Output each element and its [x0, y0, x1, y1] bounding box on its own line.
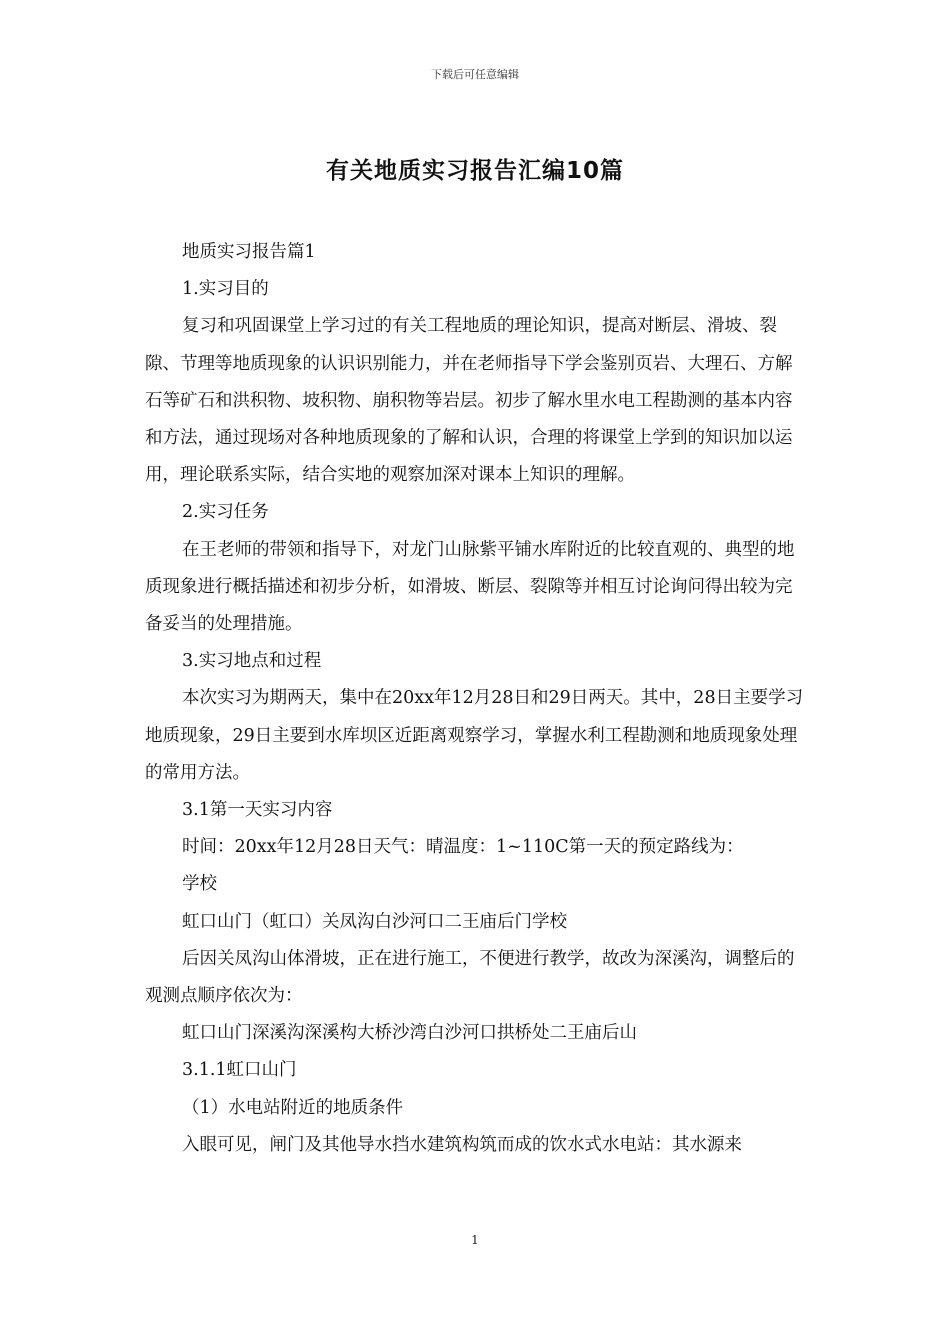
page-number: 1 [471, 1233, 479, 1247]
body-paragraph: 时间：20xx年12月28日天气：晴温度：1~110C第一天的预定路线为： [182, 837, 744, 858]
body-paragraph: 复习和巩固课堂上学习过的有关工程地质的理论知识，提高对断层、滑坡、裂隙、节理等地质现象的认识识别能力，并在老师指导下学会鉴别页岩、大理石、方解石等矿石和洪积物、坡积物、崩积物等岩层。初步了解水里水电工程勘测的基本内容和方法，通过现场对各种地质现象的了解和认识，合理的将课堂上学到的知识加以运用，理论联系实际，结合实地的观察加深对课本上知识的理解。 [145, 316, 793, 486]
body-paragraph: 学校 [182, 874, 217, 895]
body-paragraph: 虹口山门（虹口）关凤沟白沙河口二王庙后门学校 [182, 911, 567, 932]
subsection-heading: 1.实习目的 [182, 279, 269, 300]
body-paragraph: 本次实习为期两天，集中在20xx年12月28日和29日两天。其中，28日主要学习地质现象，29日主要到水库坝区近距离观察学习，掌握水利工程勘测和地质现象处理的常用方法。 [145, 688, 804, 783]
subsection-heading: 3.1.1虹口山门 [182, 1060, 297, 1081]
body-paragraph: 后因关凤沟山体滑坡，正在进行施工，不便进行教学，故改为深溪沟，调整后的观测点顺序依次为： [145, 948, 795, 1007]
section-heading: 地质实习报告篇1 [182, 242, 316, 262]
document-title: 有关地质实习报告汇编10篇 [325, 158, 624, 184]
page-header: 下载后可任意编辑 [431, 68, 519, 81]
body-paragraph: 在王老师的带领和指导下，对龙门山脉紫平铺水库附近的比较直观的、典型的地质现象进行概括描述和初步分析，如滑坡、断层、裂隙等并相互讨论询问得出较为完备妥当的处理措施。 [145, 539, 795, 635]
subsection-heading: 3.实习地点和过程 [182, 651, 322, 672]
body-paragraph: 虹口山门深溪沟深溪构大桥沙湾白沙河口拱桥处二王庙后山 [182, 1023, 637, 1044]
body-paragraph: 入眼可见，闸门及其他导水挡水建筑构筑而成的饮水式水电站：其水源来 [182, 1134, 742, 1155]
subsection-heading: 2.实习任务 [182, 502, 269, 523]
subsection-heading: 3.1第一天实习内容 [182, 800, 333, 821]
subsection-heading: （1）水电站附近的地质条件 [182, 1097, 404, 1118]
document-body [145, 234, 807, 1164]
